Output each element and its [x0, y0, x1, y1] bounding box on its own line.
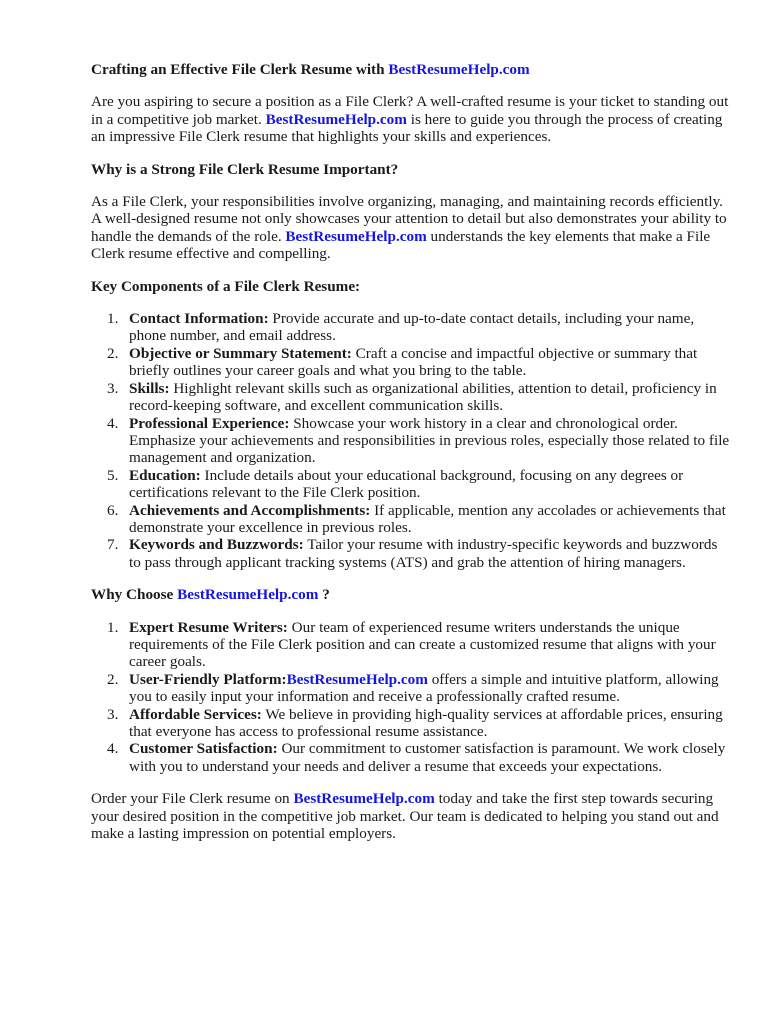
list-term: Expert Resume Writers:: [129, 618, 288, 636]
list-item: [91, 671, 731, 706]
list-text: Showcase your work history in a clear and chronological order. Emphasize your achievements and responsibilities in previous roles, especially those related to file management and organization.: [129, 414, 730, 467]
list-item: [91, 310, 731, 345]
why-heading: Why is a Strong File Clerk Resume Important?: [91, 160, 399, 178]
reasons-list: [91, 619, 731, 776]
list-text: Highlight relevant skills such as organizational abilities, attention to detail, proficiency in record-keeping software, and excellent communication skills.: [129, 379, 717, 415]
list-text: Include details about your educational background, focusing on any degrees or certifications relevant to the File Clerk position.: [129, 466, 684, 502]
list-number: 7.: [107, 536, 119, 554]
list-item: [91, 502, 731, 537]
components-list: [91, 310, 731, 571]
intro-paragraph: [91, 93, 731, 145]
list-text: offers a simple and intuitive platform, allowing you to easily input your information and receive a professionally crafted resume.: [129, 670, 719, 706]
list-number: 3.: [107, 379, 119, 397]
list-item: [91, 380, 731, 415]
closing-link[interactable]: BestResumeHelp.com: [293, 790, 435, 808]
list-term: Education:: [129, 466, 201, 484]
list-text: Tailor your resume with industry-specific keywords and buzzwords to pass through applicant tracking systems (ATS) and grab the attention of hiring managers.: [129, 536, 718, 571]
list-number: 2.: [107, 344, 119, 362]
intro-text-after: is here to guide you through the process of creating an impressive File Clerk resume that highlights your skills and experiences.: [91, 110, 723, 146]
list-number: 3.: [107, 705, 119, 723]
list-item: [91, 536, 731, 571]
list-text: We believe in providing high-quality services at affordable prices, ensuring that everyone has access to professional resume assistance.: [129, 705, 723, 740]
why-paragraph: [91, 193, 731, 263]
closing-text-before: Order your File Clerk resume on: [91, 790, 290, 808]
choose-text-after: ?: [322, 586, 330, 604]
list-number: 1.: [107, 310, 119, 328]
list-term: Affordable Services:: [129, 705, 262, 723]
intro-text-before: Are you aspiring to secure a position as a File Clerk? A well-crafted resume is your ticket to standing out in a competitive job market.: [91, 93, 729, 128]
document-page: [91, 61, 731, 842]
choose-link[interactable]: BestResumeHelp.com: [177, 586, 319, 604]
reason-link[interactable]: BestResumeHelp.com: [286, 670, 428, 688]
list-number: 5.: [107, 466, 119, 484]
list-term: Skills:: [129, 379, 170, 397]
list-text: Our commitment to customer satisfaction is paramount. We work closely with you to understand your needs and deliver a resume that exceeds your expectations.: [129, 740, 726, 775]
choose-heading: [91, 586, 731, 603]
list-term: Objective or Summary Statement:: [129, 344, 352, 362]
list-item: [91, 619, 731, 671]
title-link[interactable]: BestResumeHelp.com: [388, 61, 530, 78]
list-item: [91, 706, 731, 741]
list-term: Professional Experience:: [129, 414, 290, 432]
list-item: [91, 415, 731, 467]
intro-link[interactable]: BestResumeHelp.com: [265, 110, 407, 128]
list-item: [91, 740, 731, 775]
choose-text-before: Why Choose: [91, 586, 174, 604]
closing-paragraph: [91, 790, 731, 842]
list-number: 2.: [107, 670, 119, 688]
list-text: Provide accurate and up-to-date contact details, including your name, phone number, and email address.: [129, 310, 695, 345]
list-term: User-Friendly Platform:: [129, 670, 287, 688]
list-term: Achievements and Accomplishments:: [129, 501, 371, 519]
why-text-after: understands the key elements that make a File Clerk resume effective and compelling.: [91, 227, 711, 263]
list-number: 4.: [107, 740, 119, 758]
list-number: 1.: [107, 618, 119, 636]
closing-text-after: today and take the first step towards securing your desired position in the competitive job market. Our team is dedicated to helping you stand out and make a lasting impression on potential employers.: [91, 790, 719, 843]
why-link[interactable]: BestResumeHelp.com: [285, 227, 427, 245]
list-number: 6.: [107, 501, 119, 519]
list-item: [91, 345, 731, 380]
list-term: Contact Information:: [129, 310, 269, 328]
page-title: [91, 61, 731, 78]
list-number: 4.: [107, 414, 119, 432]
components-heading: Key Components of a File Clerk Resume:: [91, 277, 361, 295]
why-text-before: As a File Clerk, your responsibilities involve organizing, managing, and maintaining records efficiently. A well-designed resume not only showcases your attention to detail but also demonstrates your ability to handle the demands of the role.: [91, 193, 727, 245]
list-item: [91, 467, 731, 502]
title-text: Crafting an Effective File Clerk Resume with: [91, 61, 385, 78]
list-term: Customer Satisfaction:: [129, 740, 278, 758]
list-text: Our team of experienced resume writers understands the unique requirements of the File Clerk position and can create a customized resume that aligns with your career goals.: [129, 618, 716, 671]
list-text: Craft a concise and impactful objective or summary that briefly outlines your career goals and what you bring to the table.: [129, 344, 698, 380]
list-text: If applicable, mention any accolades or achievements that demonstrate your excellence in previous roles.: [129, 501, 726, 536]
list-term: Keywords and Buzzwords:: [129, 536, 304, 554]
